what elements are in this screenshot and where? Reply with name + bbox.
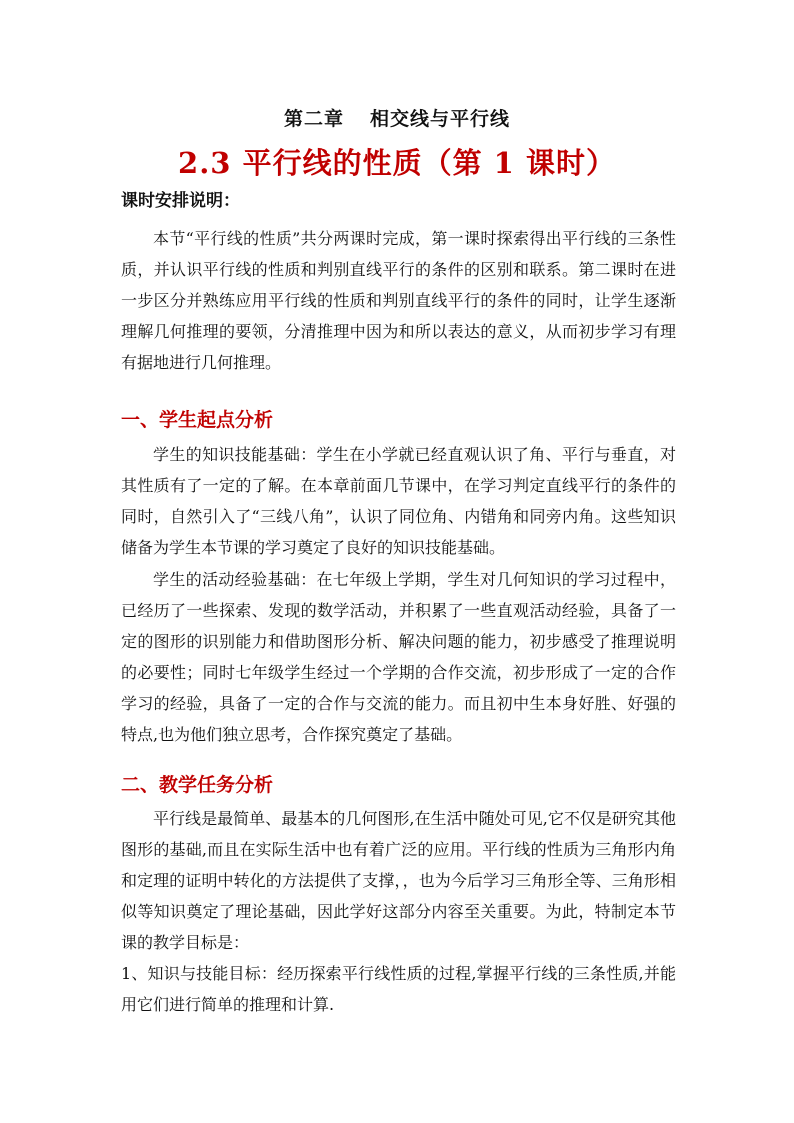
paragraph-objective-1: 1、知识与技能目标：经历探索平行线性质的过程,掌握平行线的三条性质,并能用它们进行简单的推理和计算. [121,964,676,1014]
chapter-topic: 相交线与平行线 [370,108,511,130]
section-heading-task-analysis: 二、教学任务分析 [121,774,274,796]
chapter-heading [0,104,794,131]
paragraph-knowledge-foundation: 学生的知识技能基础：学生在小学就已经直观认识了角、平行与垂直，对其性质有了一定的了解。在本章前面几节课中，在学习判定直线平行的条件的同时，自然引入了“三线八角”，认识了同位角、内错角和同旁内角。这些知识储备为学生本节课的学习奠定了良好的知识技能基础。 [121,445,676,557]
schedule-label: 课时安排说明： [121,191,240,211]
lesson-title: 2.3 平行线的性质（第 1 课时） [178,146,616,180]
paragraph-task-analysis: 平行线是最简单、最基本的几何图形,在生活中随处可见,它不仅是研究其他图形的基础,而且在实际生活中也有着广泛的应用。平行线的性质为三角形内角和定理的证明中转化的方法提供了支撑，，也为今后学习三角形全等、三角形相似等知识奠定了理论基础，因此学好这部分内容至关重要。为此，特制定本节课的教学目标是： [121,809,676,952]
chapter-number: 第二章 [283,108,344,130]
section-heading-student-analysis: 一、学生起点分析 [121,409,274,431]
paragraph-activity-experience: 学生的活动经验基础：在七年级上学期，学生对几何知识的学习过程中，已经历了一些探索、发现的数学活动，并积累了一些直观活动经验，具备了一定的图形的识别能力和借助图形分析、解决问题的能力，初步感受了推理说明的必要性；同时七年级学生经过一个学期的合作交流，初步形成了一定的合作学习的经验，具备了一定的合作与交流的能力。而且初中生本身好胜、好强的特点,也为他们独立思考，合作探究奠定了基础。 [121,570,676,744]
schedule-paragraph: 本节“平行线的性质”共分两课时完成，第一课时探索得出平行线的三条性质，并认识平行线的性质和判别直线平行的条件的区别和联系。第二课时在进一步区分并熟练应用平行线的性质和判别直线平行的条件的同时，让学生逐渐理解几何推理的要领，分清推理中因为和所以表达的意义，从而初步学习有理有据地进行几何推理。 [121,229,676,372]
